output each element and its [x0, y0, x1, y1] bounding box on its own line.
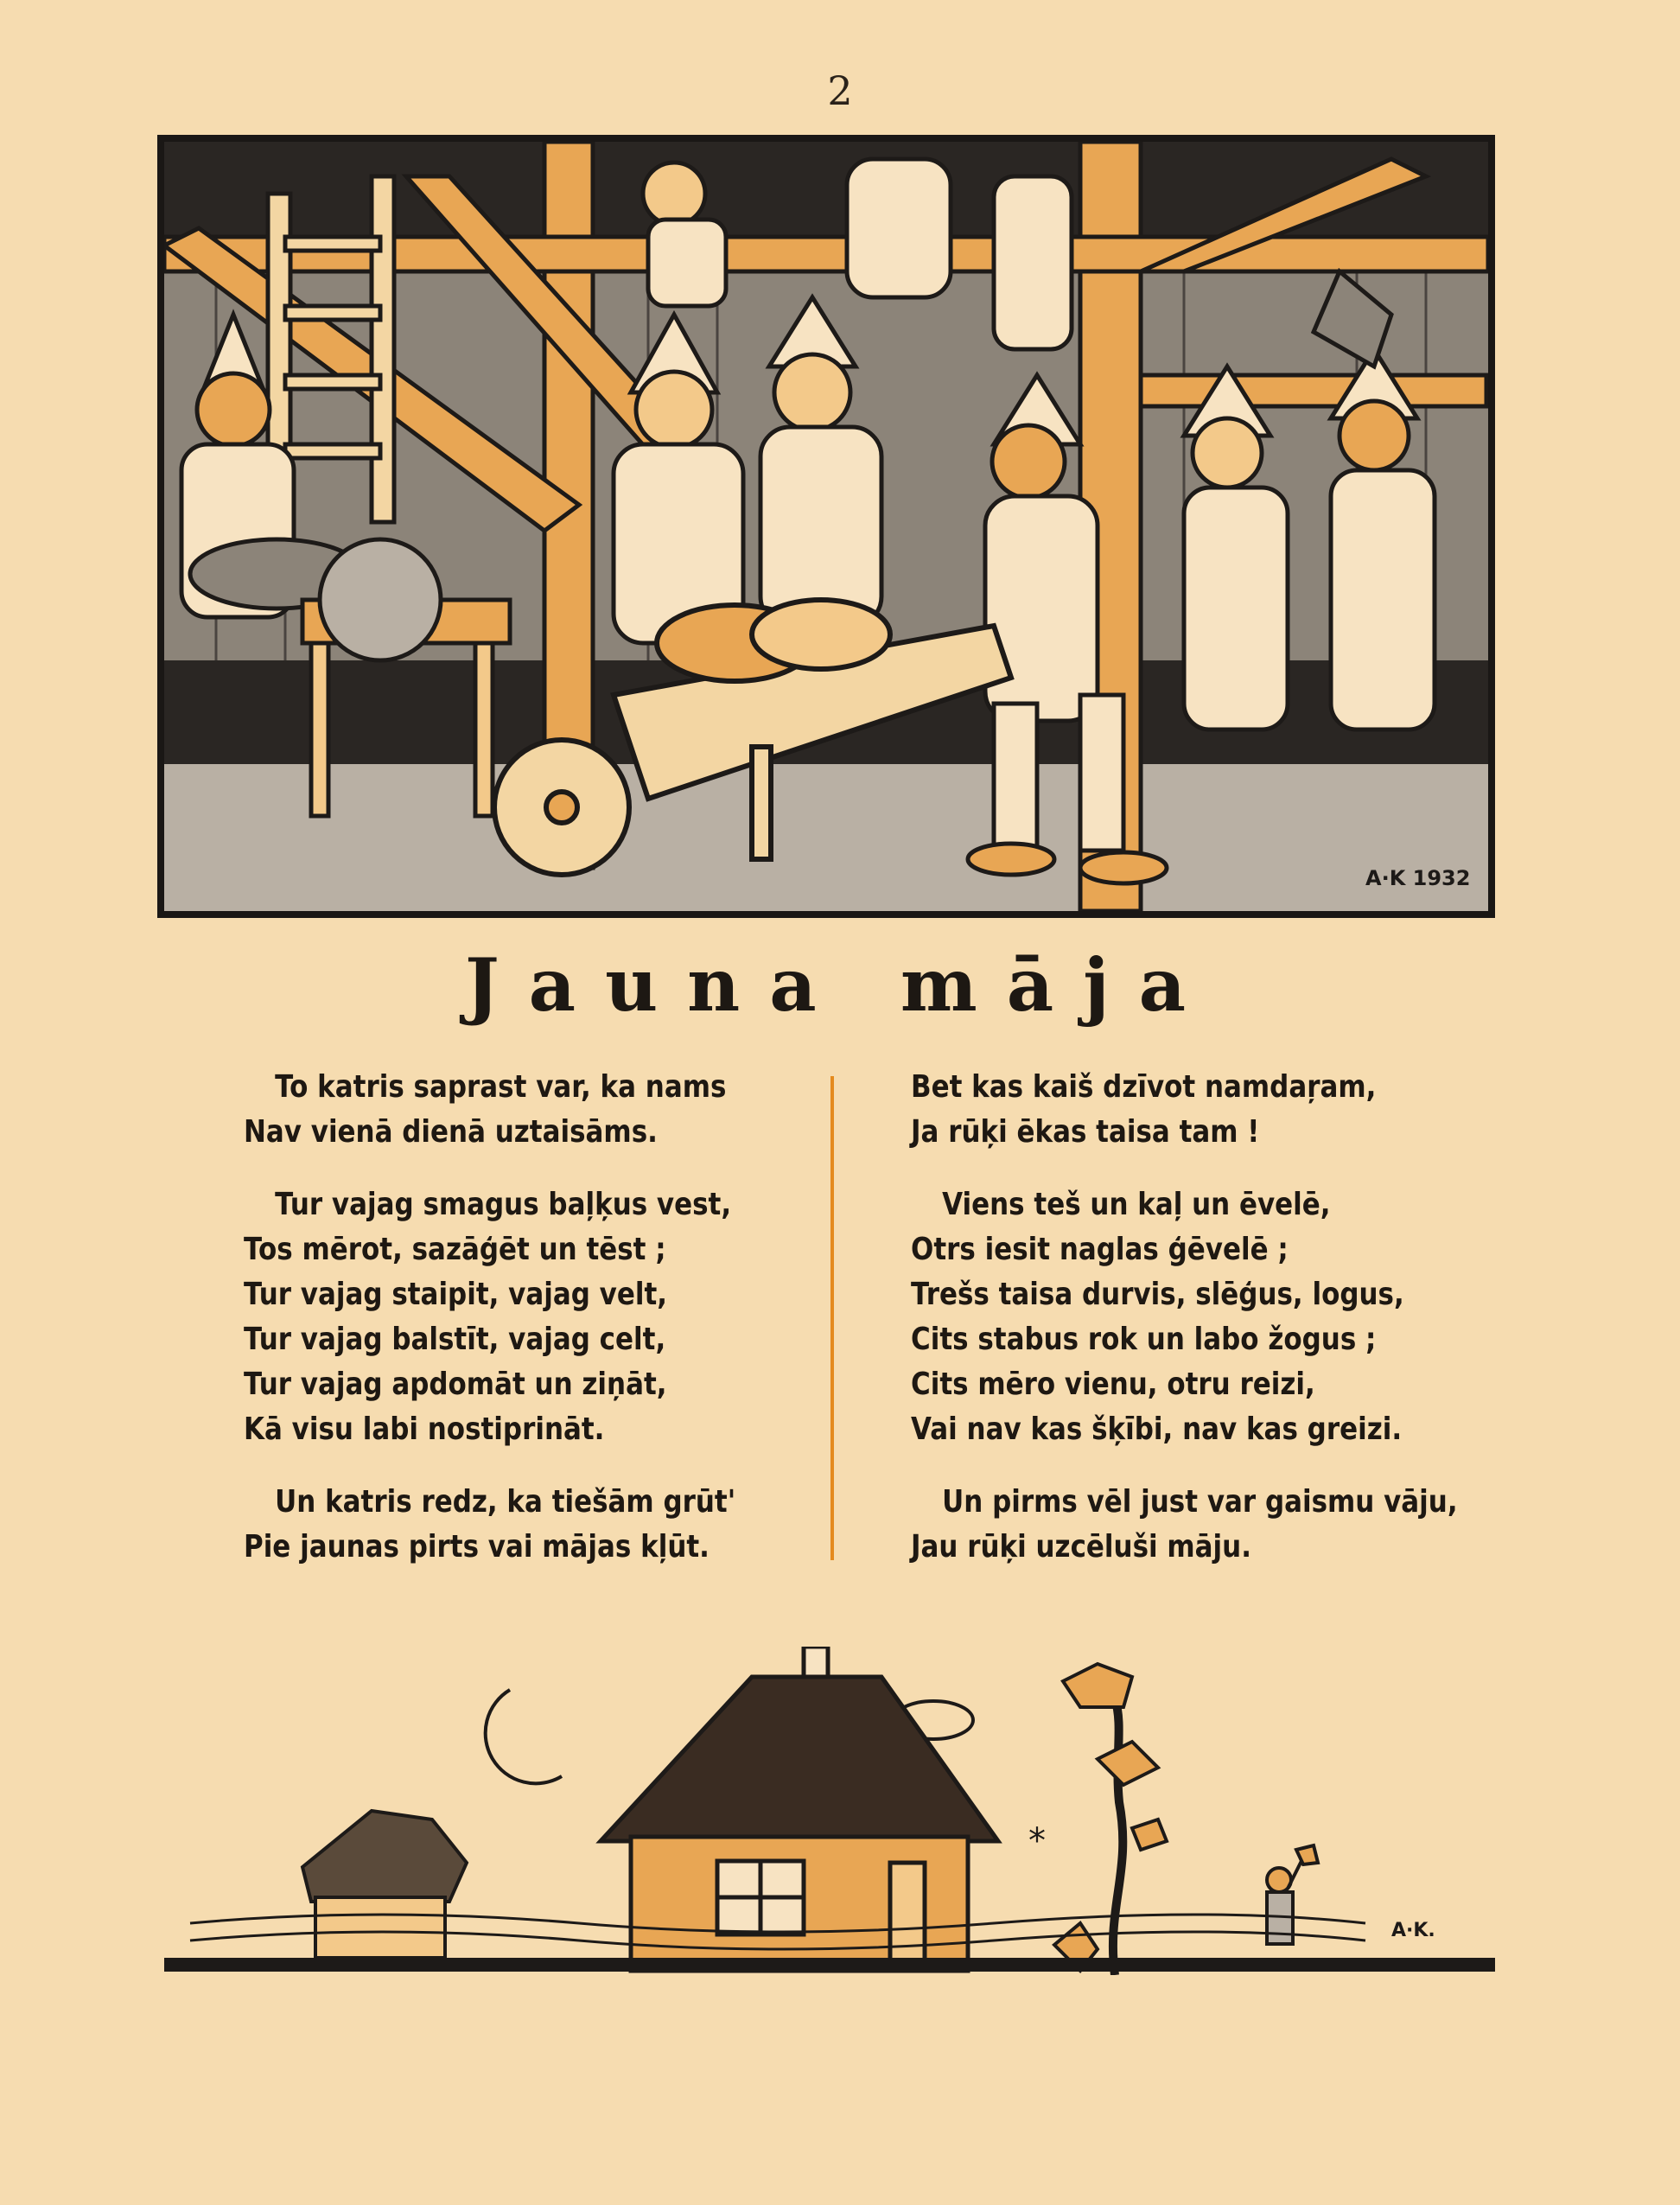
- illustration-signature: A·K 1932: [1365, 866, 1471, 890]
- stanza: [911, 1182, 1458, 1452]
- poem-left-column: [244, 1065, 735, 1597]
- poem-line: Tur vajag smagus baļķus vest,: [275, 1187, 732, 1222]
- vignette-signature: A·K.: [1391, 1920, 1435, 1941]
- poem-line: Otrs iesit naglas ģēvelē ;: [911, 1232, 1289, 1267]
- poem-line: Cits stabus rok un labo žogus ;: [911, 1322, 1377, 1357]
- poem-line: To katris saprast var, ka nams: [275, 1069, 727, 1105]
- poem-line: Cits mēro vienu, otru reizi,: [911, 1367, 1315, 1402]
- poem-line: Un katris redz, ka tiešām grūt': [275, 1484, 736, 1520]
- moon-icon: [486, 1690, 562, 1783]
- poem-right-column: [911, 1065, 1458, 1597]
- poem-line: Ja rūķi ēkas taisa tam !: [911, 1114, 1260, 1150]
- small-hut-icon: [302, 1811, 467, 1958]
- poem-line: Tur vajag balstīt, vajag celt,: [244, 1322, 666, 1357]
- poem-line: Nav vienā dienā uztaisāms.: [244, 1114, 658, 1150]
- poem-line: Tur vajag staipit, vajag velt,: [244, 1277, 668, 1312]
- poem-line: Tos mērot, sazāģēt un tēst ;: [244, 1232, 666, 1267]
- stanza: [244, 1182, 735, 1452]
- poem-line: Trešs taisa durvis, slēģus, logus,: [911, 1277, 1404, 1312]
- poem-title: Jauna māja: [464, 942, 1216, 1028]
- stanza: [911, 1480, 1458, 1570]
- poem-line: Un pirms vēl just var gaismu vāju,: [942, 1484, 1458, 1520]
- stanza: [244, 1480, 735, 1570]
- stanza: [911, 1065, 1458, 1155]
- poem-line: Vai nav kas šķībi, nav kas greizi.: [911, 1412, 1403, 1447]
- poem-line: Viens teš un kaļ un ēvelē,: [942, 1187, 1331, 1222]
- tree-icon: [1054, 1664, 1167, 1975]
- poem-line: Kā visu labi nostiprināt.: [244, 1412, 605, 1447]
- gnomes-building-illustration: [157, 135, 1495, 918]
- stanza: [244, 1065, 735, 1155]
- poem-line: Tur vajag apdomāt un ziņāt,: [244, 1367, 667, 1402]
- gnome-with-axe-icon: [1267, 1845, 1318, 1944]
- house-vignette-illustration: [164, 1647, 1495, 1975]
- page-number: 2: [827, 67, 853, 114]
- poem-line: Bet kas kaiš dzīvot namdaŗam,: [911, 1069, 1377, 1105]
- star-icon: *: [1028, 1821, 1046, 1861]
- house-icon: [601, 1647, 998, 1971]
- column-divider: [830, 1076, 834, 1560]
- poem-line: Pie jaunas pirts vai mājas kļūt.: [244, 1529, 710, 1565]
- poem-line: Jau rūķi uzcēluši māju.: [911, 1529, 1251, 1565]
